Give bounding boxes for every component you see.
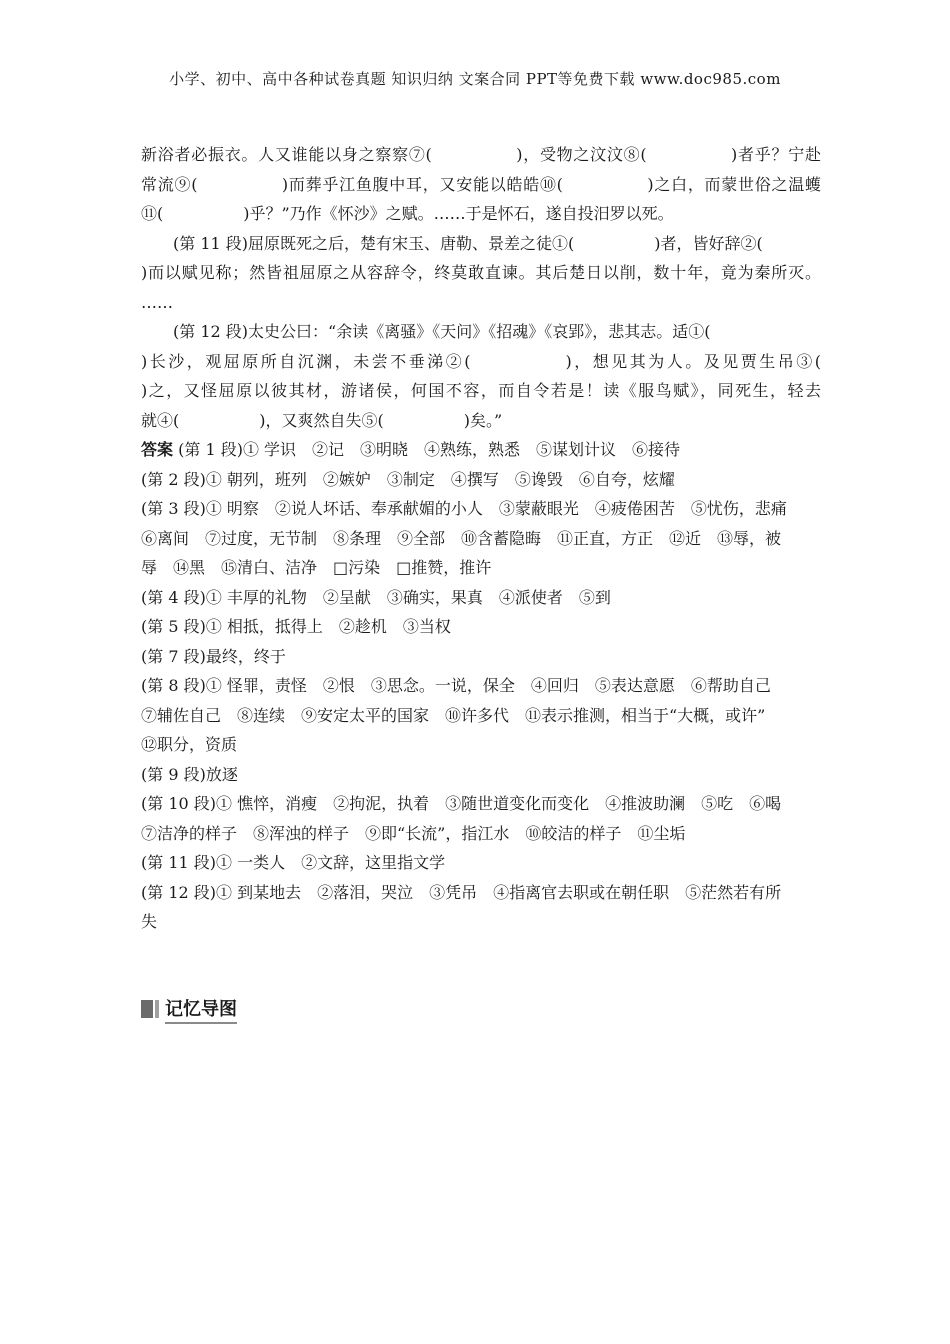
answer-line: (第 10 段)① 憔悴，消瘦 ②拘泥，执着 ③随世道变化而变化 ④推波助澜 ⑤吃 ⑥喝 (141, 794, 782, 813)
section-title: 记忆导图 (165, 995, 237, 1024)
passage-line: )长沙，观屈原所自沉渊，未尝不垂涕②( )，想见其为人。及见贾生吊③( (141, 351, 821, 371)
answer-line: (第 5 段)① 相抵，抵得上 ②趁机 ③当权 (141, 617, 451, 636)
answer-line: (第 4 段)① 丰厚的礼物 ②呈献 ③确实，果真 ④派使者 ⑤到 (141, 587, 611, 607)
passage-line: …… (141, 292, 173, 312)
page-header: 小学、初中、高中各种试卷真题 知识归纳 文案合同 PPT等免费下载 www.doc985.com (169, 70, 781, 88)
answer-line: ⑫职分，资质 (141, 735, 238, 754)
passage-line: 常流⑨( )而葬乎江鱼腹中耳，又安能以皓皓⑩( )之白，而蒙世俗之温蠖 (141, 174, 821, 194)
answer-line: (第 8 段)① 怪罪，责怪 ②恨 ③思念。一说，保全 ④回归 ⑤表达意愿 ⑥帮助自己 (141, 676, 771, 695)
answer-label: 答案 (141, 440, 174, 459)
passage-line: ⑪( )乎？”乃作《怀沙》之赋。……于是怀石，遂自投汨罗以死。 (141, 204, 674, 223)
answer-line: 辱 ⑭黑 ⑮清白、洁净 □污染 □推赞，推许 (141, 558, 492, 577)
answer-line: (第 11 段)① 一类人 ②文辞，这里指文学 (141, 853, 446, 872)
answer-line: (第 3 段)① 明察 ②说人坏话、奉承献媚的小人 ③蒙蔽眼光 ④疲倦困苦 ⑤忧伤，悲痛 (141, 499, 787, 518)
main-content (141, 140, 821, 937)
answer-line: ⑦辅佐自己 ⑧连续 ⑨安定太平的国家 ⑩许多代 ⑪表示推测，相当于“大概，或许” (141, 705, 766, 725)
passage-line: )之，又怪屈原以彼其材，游诸侯，何国不容，而自令若是！读《服鸟赋》，同死生，轻去 (141, 381, 821, 400)
passage-line: 就④( )，又爽然自失⑤( )矣。” (141, 410, 503, 430)
answer-line: (第 2 段)① 朝列，班列 ②嫉妒 ③制定 ④撰写 ⑤谗毁 ⑥自夸，炫耀 (141, 469, 675, 489)
answer-line: (第 12 段)① 到某地去 ②落泪，哭泣 ③凭吊 ④指离官去职或在朝任职 ⑤茫然若有所 (141, 882, 782, 902)
passage-line: (第 12 段)太史公曰：“余读《离骚》《天问》《招魂》《哀郢》，悲其志。适①( (173, 322, 711, 341)
section-marker-icon (141, 1000, 153, 1018)
answer-line (141, 435, 821, 465)
answer-line: (第 7 段)最终，终于 (141, 646, 286, 666)
section-heading (141, 997, 237, 1021)
passage-line: (第 11 段)屈原既死之后，楚有宋玉、唐勒、景差之徒①( )者，皆好辞②( (173, 233, 763, 253)
answer-line: ⑦洁净的样子 ⑧浑浊的样子 ⑨即“长流”，指江水 ⑩皎洁的样子 ⑪尘垢 (141, 823, 686, 843)
answer-text: (第 1 段)① 学识 ②记 ③明晓 ④熟练，熟悉 ⑤谋划计议 ⑥接待 (178, 440, 681, 459)
section-marker-icon (155, 1000, 159, 1018)
answer-line: ⑥离间 ⑦过度，无节制 ⑧条理 ⑨全部 ⑩含蓄隐晦 ⑪正直，方正 ⑫近 ⑬辱，被 (141, 528, 782, 548)
passage-line: )而以赋见称；然皆祖屈原之从容辞令，终莫敢直谏。其后楚日以削，数十年，竟为秦所灭。 (141, 263, 821, 282)
answer-line: 失 (141, 912, 158, 931)
passage-line: 新浴者必振衣。人又谁能以身之察察⑦( )，受物之汶汶⑧( )者乎？宁赴 (141, 145, 821, 164)
answer-line: (第 9 段)放逐 (141, 764, 238, 784)
